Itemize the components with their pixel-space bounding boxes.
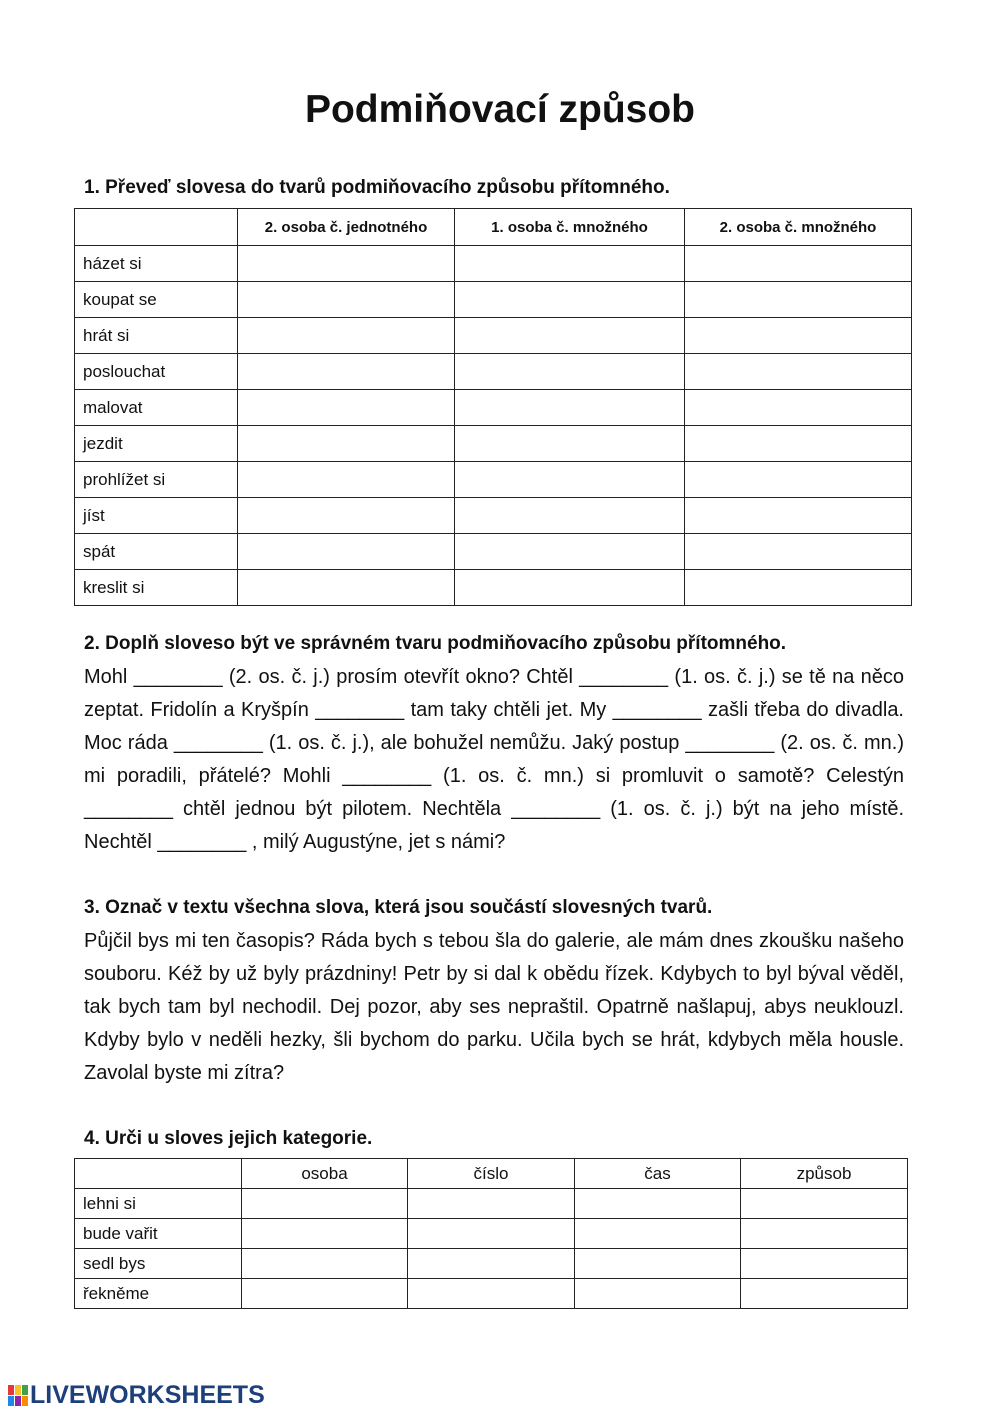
table-row (75, 354, 912, 390)
table-row (75, 534, 912, 570)
brand-name: LIVEWORKSHEETS (30, 1380, 265, 1409)
section4-heading: 4. Urči u sloves jejich kategorie. (84, 1128, 373, 1149)
answer-cell[interactable] (685, 354, 912, 390)
verb-label: jezdit (75, 426, 238, 462)
table-header-row (75, 1159, 908, 1189)
verb-label: koupat se (75, 282, 238, 318)
answer-cell[interactable] (685, 426, 912, 462)
table-row (75, 246, 912, 282)
verb-label: lehni si (75, 1189, 242, 1219)
answer-cell[interactable] (455, 354, 685, 390)
answer-cell[interactable] (238, 390, 455, 426)
section3-heading: 3. Označ v textu všechna slova, která jsou součástí slovesných tvarů. (84, 897, 713, 918)
section2-text: Mohl ________ (2. os. č. j.) prosím otevřít okno? Chtěl ________ (1. os. č. j.) se tě na něco zeptat. Fridolín a Kryšpín ________ tam taky chtěli jet. My ________ zašli třeba do divadla. Moc ráda ________ (1. os. č. j.), ale bohužel nemůžu. Jaký postup ________ (2. os. č. mn.) mi poradili, přátelé? Mohli ________ (1. os. č. mn.) si promluvit o samotě? Celestýn ________ chtěl jednou být pilotem. Nechtěla ________ (1. os. č. j.) být na jeho místě. Nechtěl ________ , milý Augustýne, jet s námi? (84, 666, 904, 853)
footer-brand[interactable] (8, 1380, 265, 1410)
answer-cell[interactable] (238, 282, 455, 318)
column-header: osoba (242, 1159, 408, 1189)
answer-cell[interactable] (575, 1279, 741, 1309)
answer-cell[interactable] (455, 462, 685, 498)
answer-cell[interactable] (242, 1219, 408, 1249)
answer-cell[interactable] (238, 462, 455, 498)
answer-cell[interactable] (455, 570, 685, 606)
answer-cell[interactable] (741, 1189, 908, 1219)
verb-label: malovat (75, 390, 238, 426)
verb-label: poslouchat (75, 354, 238, 390)
answer-cell[interactable] (741, 1219, 908, 1249)
table-row (75, 390, 912, 426)
verb-label: řekněme (75, 1279, 242, 1309)
answer-cell[interactable] (685, 462, 912, 498)
answer-cell[interactable] (741, 1279, 908, 1309)
verb-categories-table (74, 1158, 908, 1309)
answer-cell[interactable] (685, 246, 912, 282)
answer-cell[interactable] (242, 1189, 408, 1219)
answer-cell[interactable] (238, 354, 455, 390)
table-row (75, 426, 912, 462)
answer-cell[interactable] (238, 498, 455, 534)
answer-cell[interactable] (575, 1219, 741, 1249)
table-header-row (75, 209, 912, 246)
section3-text: Půjčil bys mi ten časopis? Ráda bych s tebou šla do galerie, ale mám dnes zkoušku našeho souboru. Kéž by už byly prázdniny! Petr by si dal k obědu řízek. Kdybych to byl býval věděl, tak bych tam byl nechodil. Dej pozor, aby ses nepraštil. Opatrně našlapuj, abys neuklouzl. Kdyby bylo v neděli hezky, šli bychom do parku. Učila bych se hrát, kdybych měla housle. Zavolal byste mi zítra? (84, 930, 904, 1084)
answer-cell[interactable] (238, 570, 455, 606)
table-row (75, 1249, 908, 1279)
answer-cell[interactable] (238, 534, 455, 570)
verb-conjugation-table (74, 208, 912, 606)
answer-cell[interactable] (455, 318, 685, 354)
table-row (75, 318, 912, 354)
answer-cell[interactable] (242, 1249, 408, 1279)
answer-cell[interactable] (685, 282, 912, 318)
answer-cell[interactable] (685, 318, 912, 354)
answer-cell[interactable] (685, 390, 912, 426)
verb-label: spát (75, 534, 238, 570)
column-header (75, 209, 238, 246)
answer-cell[interactable] (575, 1249, 741, 1279)
table-row (75, 462, 912, 498)
answer-cell[interactable] (408, 1189, 575, 1219)
column-header: 1. osoba č. množného (455, 209, 685, 246)
verb-label: hrát si (75, 318, 238, 354)
answer-cell[interactable] (455, 282, 685, 318)
verb-label: jíst (75, 498, 238, 534)
column-header: číslo (408, 1159, 575, 1189)
section1-heading: 1. Převeď slovesa do tvarů podmiňovacího způsobu přítomného. (84, 177, 670, 198)
column-header: čas (575, 1159, 741, 1189)
column-header: 2. osoba č. jednotného (238, 209, 455, 246)
answer-cell[interactable] (575, 1189, 741, 1219)
section2-heading: 2. Doplň sloveso být ve správném tvaru podmiňovacího způsobu přítomného. (84, 633, 787, 654)
answer-cell[interactable] (455, 498, 685, 534)
table-row (75, 498, 912, 534)
answer-cell[interactable] (455, 390, 685, 426)
answer-cell[interactable] (685, 534, 912, 570)
answer-cell[interactable] (242, 1279, 408, 1309)
answer-cell[interactable] (238, 426, 455, 462)
answer-cell[interactable] (238, 318, 455, 354)
answer-cell[interactable] (455, 534, 685, 570)
answer-cell[interactable] (408, 1249, 575, 1279)
answer-cell[interactable] (455, 246, 685, 282)
verb-label: sedl bys (75, 1249, 242, 1279)
answer-cell[interactable] (685, 570, 912, 606)
page-title: Podmiňovací způsob (304, 88, 696, 131)
answer-cell[interactable] (408, 1219, 575, 1249)
table-row (75, 1279, 908, 1309)
answer-cell[interactable] (408, 1279, 575, 1309)
answer-cell[interactable] (455, 426, 685, 462)
verb-label: kreslit si (75, 570, 238, 606)
verb-label: házet si (75, 246, 238, 282)
answer-cell[interactable] (238, 246, 455, 282)
answer-cell[interactable] (685, 498, 912, 534)
verb-label: bude vařit (75, 1219, 242, 1249)
table-row (75, 1219, 908, 1249)
column-header: způsob (741, 1159, 908, 1189)
column-header: 2. osoba č. množného (685, 209, 912, 246)
table-row (75, 282, 912, 318)
answer-cell[interactable] (741, 1249, 908, 1279)
column-header (75, 1159, 242, 1189)
verb-label: prohlížet si (75, 462, 238, 498)
table-row (75, 570, 912, 606)
table-row (75, 1189, 908, 1219)
colored-blocks-icon (8, 1385, 28, 1406)
